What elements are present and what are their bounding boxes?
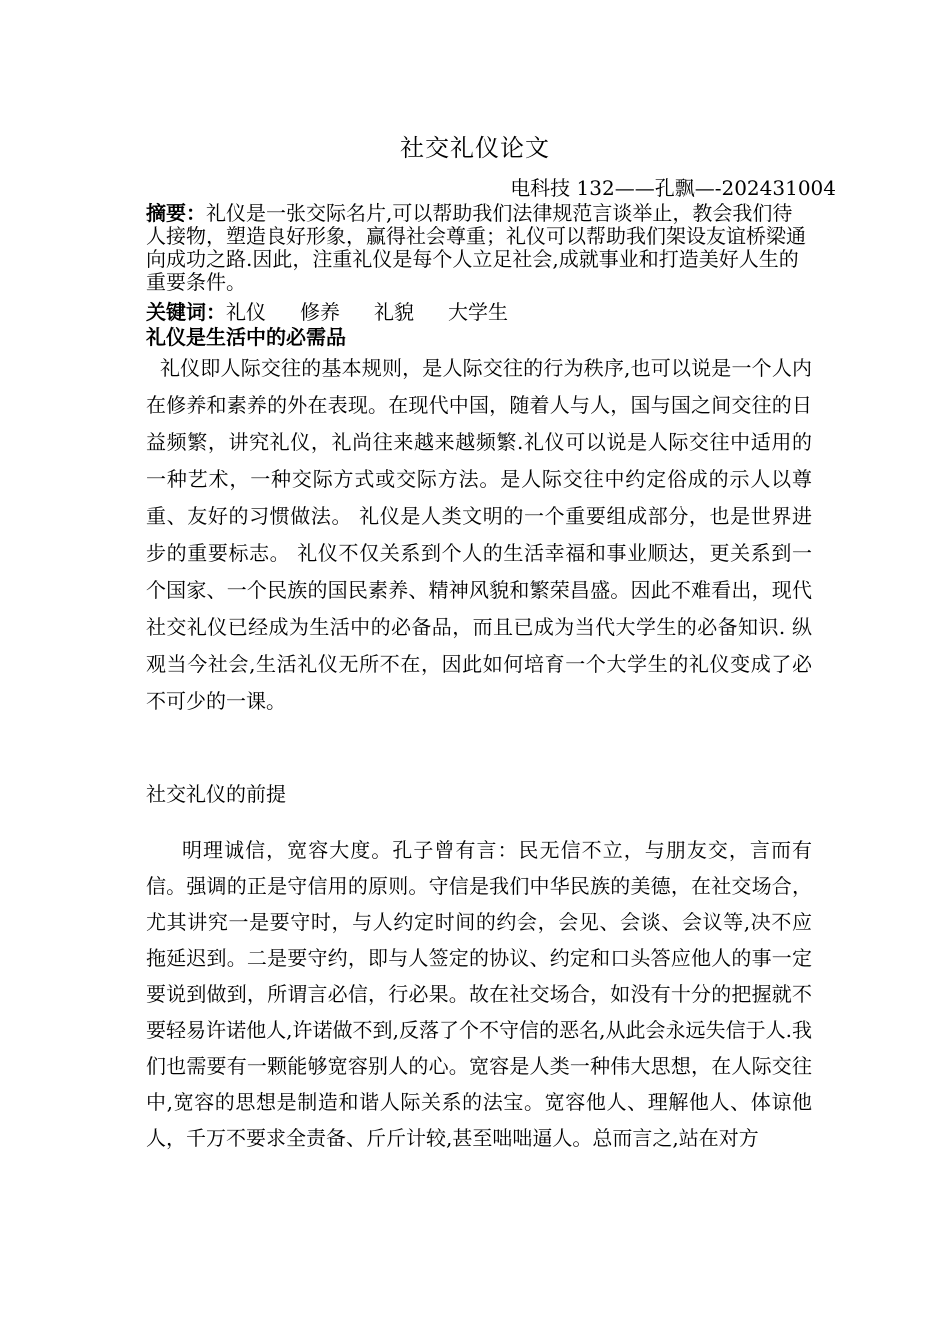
keywords-line: [146, 300, 812, 324]
keywords-label: 关键词：: [146, 300, 226, 324]
abstract-label: 摘要：: [146, 201, 206, 225]
section-paragraph-premise: 明理诚信，宽容大度。孔子曾有言：民无信不立，与朋友交，言而有信。强调的正是守信用的原则。守信是我们中华民族的美德，在社交场合，尤其讲究一是要守时，与人约定时间的约会，会见、会谈、会议等,决不应拖延迟到。二是要守约，即与人签定的协议、约定和口头答应他人的事一定要说到做到，所谓言必信，行必果。故在社交场合，如没有十分的把握就不要轻易许诺他人,许诺做不到,反落了个不守信的恶名,从此会永远失信于人.我们也需要有一颗能够宽容别人的心。宽容是人类一种伟大思想，在人际交往中,宽容的思想是制造和谐人际关系的法宝。宽容他人、理解他人、体谅他人，千万不要求全责备、斤斤计较,甚至咄咄逼人。总而言之,站在对方: [146, 838, 812, 1150]
abstract-text: 礼仪是一张交际名片,可以帮助我们法律规范言谈举止，教会我们待人接物，塑造良好形象，赢得社会尊重；礼仪可以帮助我们架设友谊桥梁通向成功之路.因此，注重礼仪是每个人立足社会,成就事业和打造美好人生的重要条件。: [146, 201, 806, 294]
abstract-paragraph: [146, 202, 812, 294]
keyword-item: 礼仪: [226, 300, 266, 324]
section-heading-necessity: 礼仪是生活中的必需品: [146, 325, 346, 349]
keyword-item: 大学生: [448, 300, 508, 324]
section-heading-premise: 社交礼仪的前提: [146, 782, 286, 806]
section-paragraph-necessity: 礼仪即人际交往的基本规则，是人际交往的行为秩序,也可以说是一个人内在修养和素养的外在表现。在现代中国，随着人与人，国与国之间交往的日益频繁，讲究礼仪，礼尚往来越来越频繁.礼仪可以说是人际交往中适用的一种艺术，一种交际方式或交际方法。是人际交往中约定俗成的示人以尊重、友好的习惯做法。 礼仪是人类文明的一个重要组成部分，也是世界进步的重要标志。 礼仪不仅关系到个人的生活幸福和事业顺达，更关系到一个国家、一个民族的国民素养、精神风貌和繁荣昌盛。因此不难看出，现代社交礼仪已经成为生活中的必备品，而且已成为当代大学生的必备知识. 纵观当今社会,生活礼仪无所不在，因此如何培育一个大学生的礼仪变成了必不可少的一课。: [146, 356, 812, 713]
document-title: 社交礼仪论文: [400, 134, 550, 162]
keyword-item: 修养: [300, 300, 340, 324]
author-byline: 电科技 132——孔飘—-202431004: [510, 176, 836, 200]
keyword-item: 礼貌: [374, 300, 414, 324]
